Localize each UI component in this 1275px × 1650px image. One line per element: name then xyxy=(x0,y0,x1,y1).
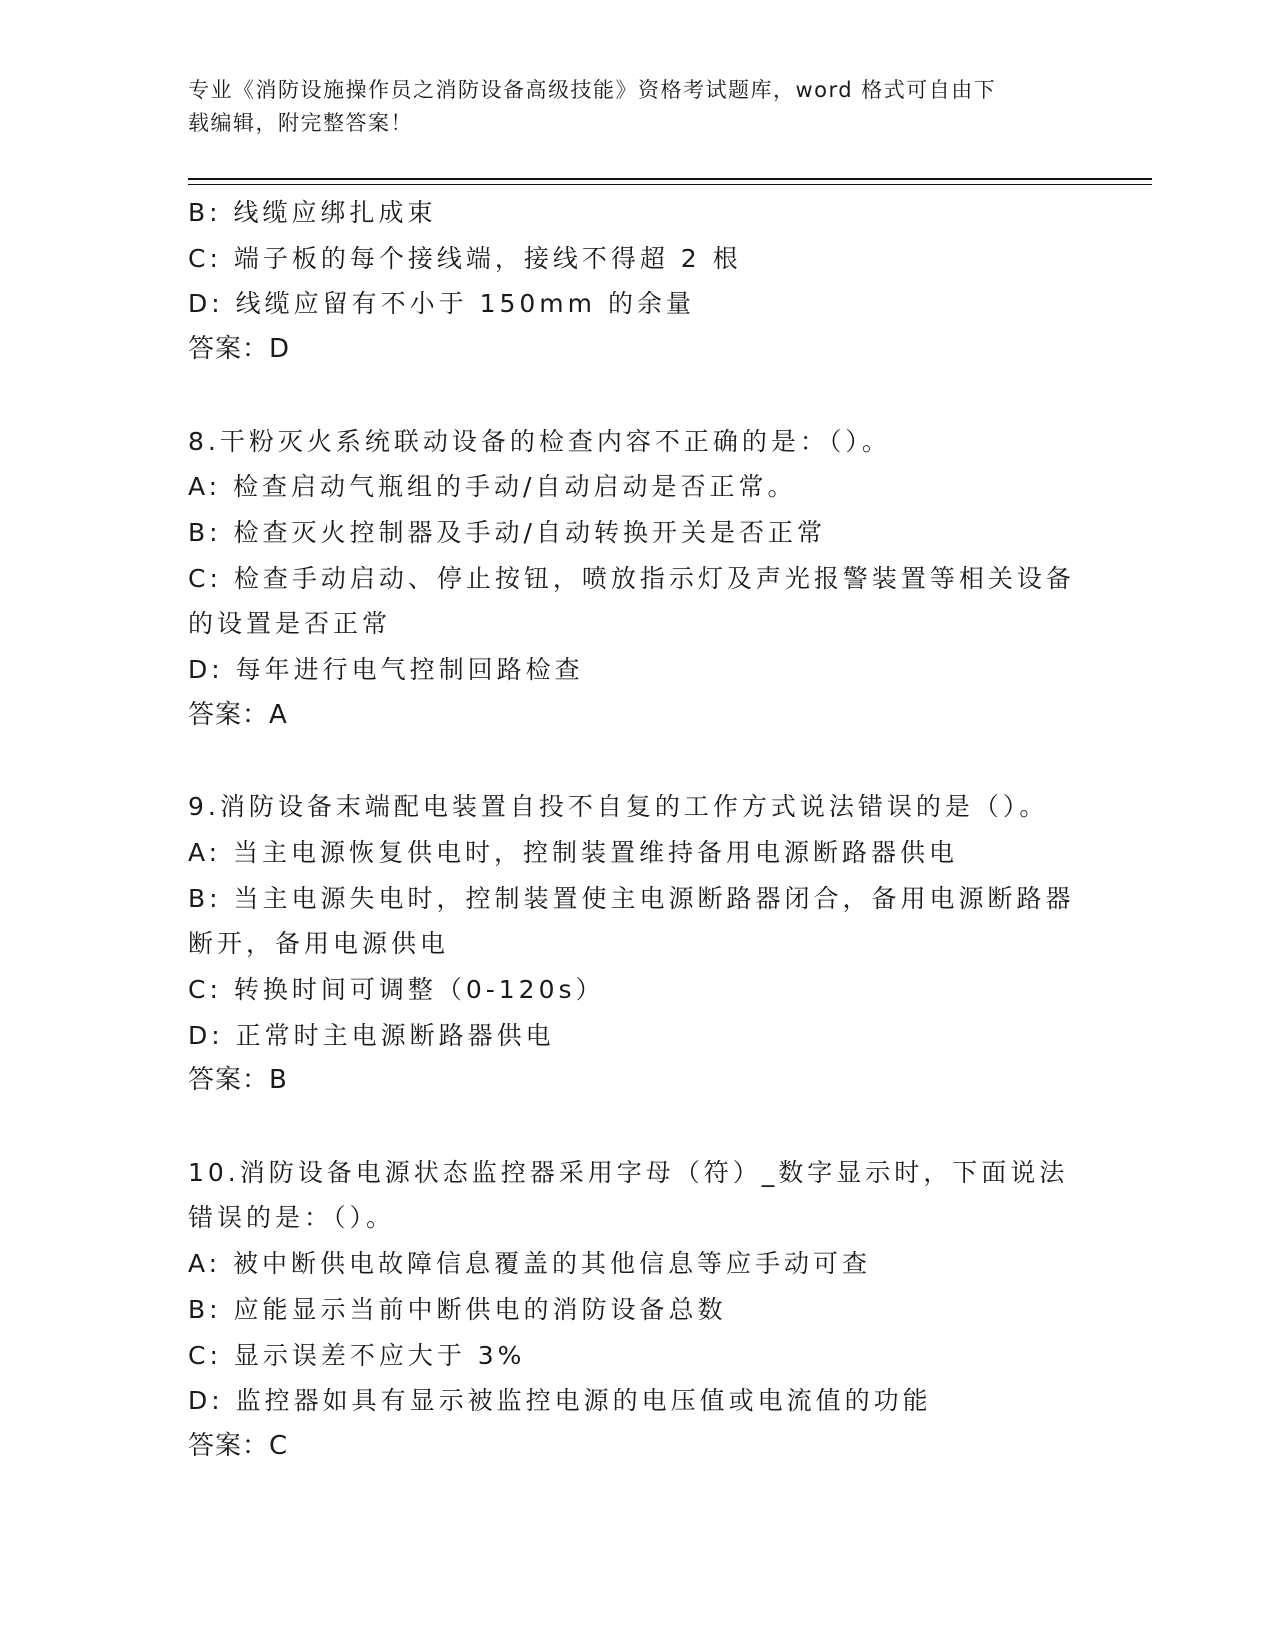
option-c-continued: 的设置是否正常 xyxy=(188,609,392,639)
header-line-1: 专业《消防设施操作员之消防设备高级技能》资格考试题库，word 格式可自由下 xyxy=(188,78,997,102)
option-b: B: 当主电源失电时，控制装置使主电源断路器闭合，备用电源断路器 xyxy=(188,883,1075,913)
option-b: B: 检查灭火控制器及手动/自动转换开关是否正常 xyxy=(188,517,826,547)
answer: 答案：D xyxy=(188,334,291,365)
option-c: C: 端子板的每个接线端，接线不得超 2 根 xyxy=(188,243,742,273)
answer: 答案：B xyxy=(188,1065,288,1096)
document-header xyxy=(188,74,1088,140)
header-divider-thick xyxy=(188,178,1152,180)
option-a: A: 检查启动气瓶组的手动/自动启动是否正常。 xyxy=(188,472,797,502)
answer: 答案：A xyxy=(188,699,288,730)
question-stem-continued: 错误的是：（）。 xyxy=(188,1203,396,1233)
spacer xyxy=(188,373,1088,419)
option-a: A: 当主电源恢复供电时，控制装置维持备用电源断路器供电 xyxy=(188,837,959,867)
option-b: B: 应能显示当前中断供电的消防设备总数 xyxy=(188,1294,727,1324)
question-10 xyxy=(188,1150,1088,1470)
option-c: C: 检查手动启动、停止按钮，喷放指示灯及声光报警装置等相关设备 xyxy=(188,563,1075,593)
question-stem: 9.消防设备末端配电装置自投不自复的工作方式说法错误的是（）。 xyxy=(188,792,1049,822)
option-a: A: 被中断供电故障信息覆盖的其他信息等应手动可查 xyxy=(188,1249,872,1279)
option-b: B: 线缆应绑扎成束 xyxy=(188,198,437,227)
question-stem: 8.干粉灭火系统联动设备的检查内容不正确的是：（）。 xyxy=(188,426,891,456)
question-7-tail xyxy=(188,190,1088,373)
header-divider-thin xyxy=(188,184,1152,185)
option-d: D: 监控器如具有显示被监控电源的电压值或电流值的功能 xyxy=(188,1386,932,1416)
question-list xyxy=(188,190,1088,1470)
question-9 xyxy=(188,784,1088,1104)
header-line-2: 载编辑，附完整答案！ xyxy=(188,111,413,135)
question-8 xyxy=(188,419,1088,739)
option-d: D: 线缆应留有不小于 150mm 的余量 xyxy=(188,289,695,319)
option-d: D: 每年进行电气控制回路检查 xyxy=(188,655,584,685)
spacer xyxy=(188,1104,1088,1150)
option-b-continued: 断开，备用电源供电 xyxy=(188,929,450,959)
option-c: C: 显示误差不应大于 3% xyxy=(188,1340,526,1370)
question-stem: 10.消防设备电源状态监控器采用字母（符）_数字显示时，下面说法 xyxy=(188,1157,1069,1187)
spacer xyxy=(188,738,1088,784)
option-d: D: 正常时主电源断路器供电 xyxy=(188,1020,555,1050)
option-c: C: 转换时间可调整（0-120s） xyxy=(188,974,605,1004)
answer: 答案：C xyxy=(188,1430,289,1461)
